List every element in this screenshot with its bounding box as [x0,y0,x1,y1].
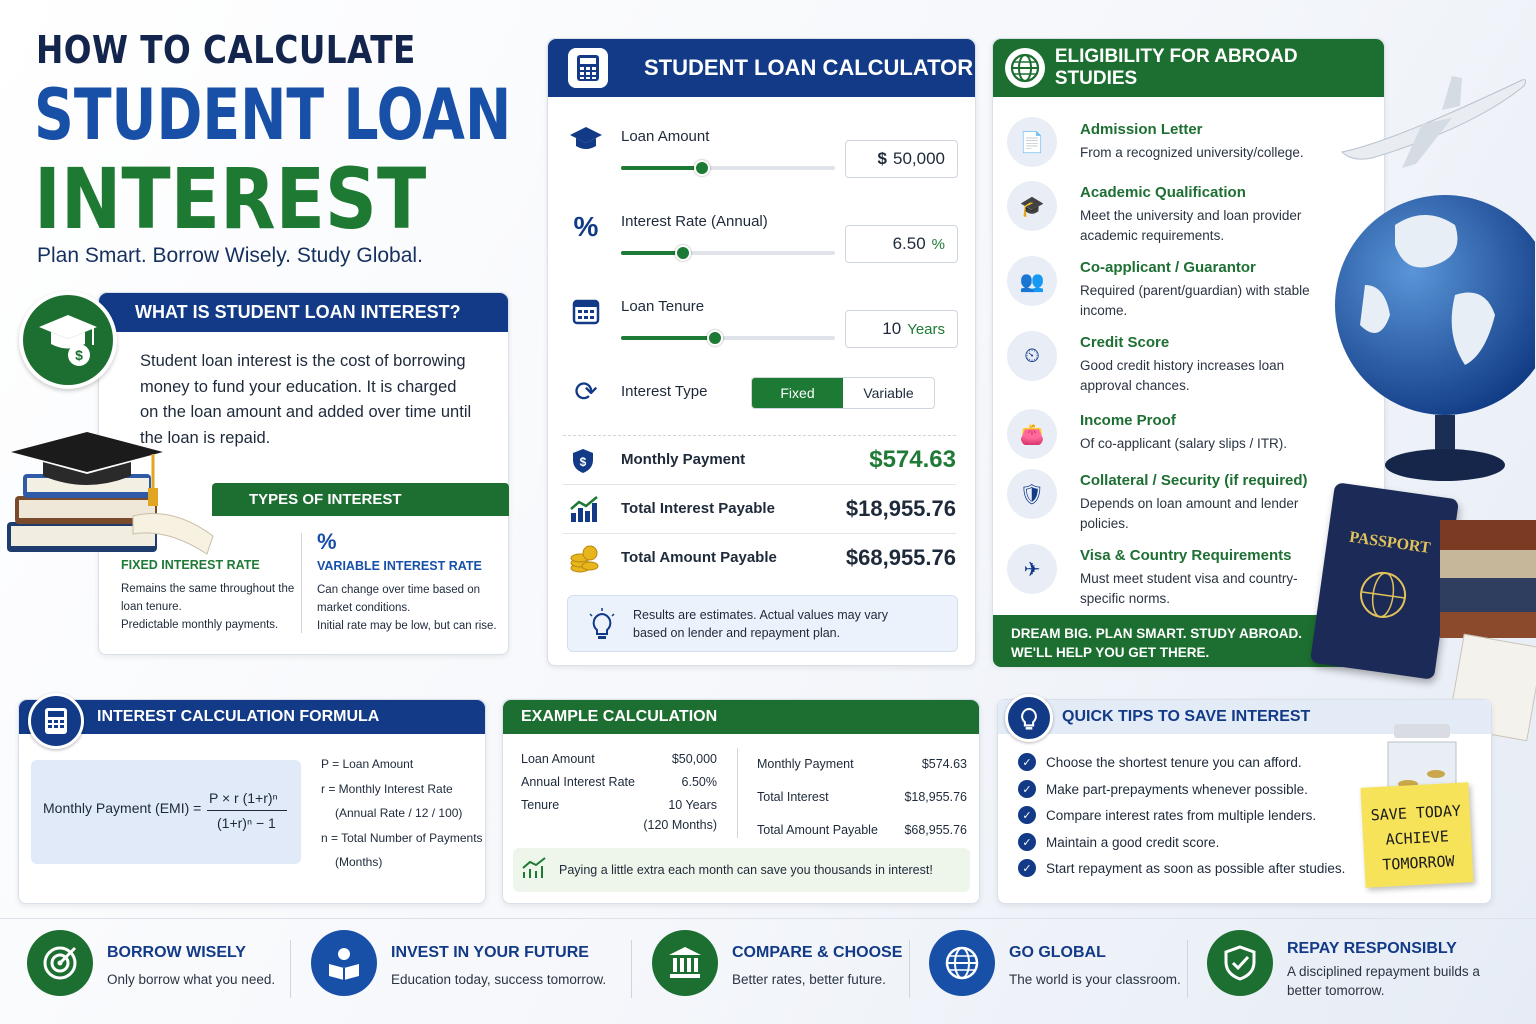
calendar-icon [564,297,608,331]
refresh-icon: ⟳ [574,376,598,407]
interest-type-toggle [751,377,935,409]
check-icon: ✓ [1018,780,1036,798]
hero-line-1: HOW TO CALCULATE [36,28,416,72]
elig-title: Academic Qualification [1080,184,1246,201]
legend-r-note: (Annual Rate / 12 / 100) [335,806,463,820]
loan-tenure-slider[interactable] [621,336,835,340]
calculator-header [548,39,975,97]
total-interest-value: $18,955.76 [845,495,956,521]
elig-title: Admission Letter [1080,121,1203,138]
passport-illustration [1310,482,1459,680]
speedometer-icon: ⏲ [1007,331,1057,381]
elig-desc: Of co-applicant (salary slips / ITR). [1080,436,1288,451]
formula-card [18,699,486,904]
tip-item: ✓ Maintain a good credit score. [1018,833,1219,851]
formula-numerator: P × r (1+r)ⁿ [209,790,278,806]
what-is-header [99,293,508,332]
interest-rate-input[interactable] [845,225,958,263]
interest-rate-unit: % [931,235,945,253]
example-title: EXAMPLE CALCULATION [521,708,718,725]
eligibility-header [993,39,1384,97]
fixed-line1: Remains the same throughout the loan tenure. [121,583,295,613]
variable-option-label: Variable [863,385,914,401]
elig-title: Income Proof [1080,412,1176,429]
footer-desc: Better rates, better future. [732,972,886,987]
variable-line1: Can change over time based on market conditions. [317,584,481,614]
sticky-line1: SAVE TODAY [1370,801,1462,825]
estimate-note-text: Results are estimates. Actual values may vary based on lender and repayment plan. [633,608,888,640]
variable-title: VARIABLE INTEREST RATE [317,559,482,573]
bank-icon [652,930,718,996]
example-row: Tenure 10 Years [521,798,717,812]
elig-desc: Depends on loan amount and lender policies. [1080,496,1299,531]
growth-icon [521,856,549,885]
document-icon: 📄 [1007,117,1057,167]
interest-rate-label: Interest Rate (Annual) [621,213,768,230]
footer-separator [1187,940,1188,998]
formula-box [31,760,301,864]
currency-symbol: $ [877,149,887,168]
total-amount-label: Total Amount Payable [621,549,777,566]
check-icon: ✓ [1018,833,1036,851]
formula-calculator-icon [28,693,84,749]
elig-desc: Must meet student visa and country-specific norms. [1080,571,1298,606]
growth-chart-icon [569,495,599,528]
example-right-table [757,748,967,847]
what-is-title: WHAT IS STUDENT LOAN INTEREST? [135,302,461,322]
footer-desc: Education today, success tomorrow. [391,972,607,987]
wallet-icon: 👛 [1007,409,1057,459]
monthly-payment-row [563,435,956,483]
loan-tenure-input[interactable] [845,310,958,348]
hero-line-2: STUDENT LOAN [34,74,512,156]
books-grad-cap-illustration [3,430,223,570]
variable-rate-col [317,529,502,635]
globe-icon [929,930,995,996]
total-amount-row [563,533,956,581]
target-icon [27,930,93,996]
example-row: Total Interest $18,955.76 [757,790,967,804]
example-note [513,848,970,892]
variable-option[interactable] [843,378,934,408]
sticky-line2: ACHIEVE [1385,827,1450,849]
legend-n: n = Total Number of Payments [321,830,483,845]
fixed-title: FIXED INTEREST RATE [121,558,260,572]
footer-separator [909,940,910,998]
percent-icon: % [573,211,599,242]
banner-line1: DREAM BIG. PLAN SMART. STUDY ABROAD. [1011,626,1303,641]
elig-title: Co-applicant / Guarantor [1080,259,1256,276]
legend-n-note: (Months) [335,855,383,869]
elig-desc: Meet the university and loan provider academic requirements. [1080,208,1302,243]
formula-title: INTEREST CALCULATION FORMULA [97,708,380,725]
footer-divider [0,918,1536,919]
estimate-note [567,595,958,652]
footer-repay [1207,930,1507,1010]
people-icon: 👥 [1007,256,1057,306]
footer-separator [290,940,291,998]
passport-title: PASSPORT [1348,528,1432,557]
fixed-line2: Predictable monthly payments. [121,619,279,631]
formula-lhs: Monthly Payment (EMI) = [43,800,202,816]
coins-icon [569,544,599,579]
footer-desc: A disciplined repayment builds a better tomorrow. [1287,964,1480,998]
example-row: Total Amount Payable $68,955.76 [757,823,967,837]
tip-item: ✓ Choose the shortest tenure you can afford. [1018,753,1302,771]
elig-title: Credit Score [1080,334,1170,351]
shield-rupee-icon: 🛡 [1007,469,1057,519]
example-divider [737,748,738,838]
monthly-payment-label: Monthly Payment [621,451,746,468]
globe-icon [1005,48,1045,88]
example-row: Loan Amount $50,000 [521,752,717,766]
footer-desc: The world is your classroom. [1009,972,1181,987]
what-is-text: Student loan interest is the cost of borrowing money to fund your education. It is charged on the loan amount and added over time until the loan is repaid. [140,352,472,447]
types-of-interest-header [212,483,509,516]
formula-denominator: (1+r)ⁿ − 1 [217,815,276,831]
example-header [503,700,979,734]
formula-legend [321,752,483,875]
total-amount-value: $68,955.76 [845,544,956,570]
globe-illustration [1335,165,1535,505]
footer-compare [652,930,912,1010]
example-row: Annual Interest Rate 6.50% [521,775,717,789]
svg-text:$: $ [75,347,83,363]
calculator-title: STUDENT LOAN CALCULATOR [644,55,974,80]
banner-line2: WE'LL HELP YOU GET THERE. [1011,645,1210,660]
total-interest-row [563,484,956,532]
interest-rate-value: 6.50 [892,234,926,253]
legend-p: P = Loan Amount [321,757,414,771]
tip-item: ✓ Make part-prepayments whenever possible. [1018,780,1308,798]
tip-item: ✓ Compare interest rates from multiple lenders. [1018,806,1316,824]
types-title: TYPES OF INTEREST [249,491,402,508]
types-divider [301,533,302,633]
loan-amount-label: Loan Amount [621,128,710,145]
loan-amount-slider[interactable] [621,166,835,170]
example-note-text: Paying a little extra each month can save you thousands in interest! [559,863,933,877]
tips-lightbulb-icon [1005,694,1053,742]
footer-title: GO GLOBAL [1009,944,1106,961]
footer-borrow-wisely [27,930,287,1010]
shield-dollar-icon [571,448,595,474]
airplane-icon: ✈ [1007,544,1057,594]
footer-go-global [929,930,1189,1010]
sticky-line3: TOMORROW [1381,852,1456,874]
airplane-illustration [1332,72,1532,177]
check-icon: ✓ [1018,753,1036,771]
hero-tagline: Plan Smart. Borrow Wisely. Study Global. [37,244,423,267]
loan-amount-input[interactable] [845,140,958,178]
footer-title: BORROW WISELY [107,944,246,961]
elig-title: Visa & Country Requirements [1080,547,1292,564]
variable-line2: Initial rate may be low, but can rise. [317,620,497,632]
grad-cap-icon [564,125,608,161]
example-row: Monthly Payment $574.63 [757,757,967,771]
total-interest-label: Total Interest Payable [621,500,775,517]
sticky-note [1360,782,1473,888]
check-icon: ✓ [1018,859,1036,877]
tips-title: QUICK TIPS TO SAVE INTEREST [1062,708,1311,725]
example-left-table [521,748,717,837]
loan-amount-value: 50,000 [893,149,945,168]
calculator-icon [568,48,608,88]
interest-rate-slider[interactable] [621,251,835,255]
legend-r: r = Monthly Interest Rate [321,781,453,796]
footer-title: REPAY RESPONSIBLY [1287,940,1457,957]
example-row: (120 Months) [643,818,717,832]
eligibility-title: ELIGIBILITY FOR ABROAD STUDIES [1054,46,1298,89]
fixed-option[interactable] [752,378,843,408]
reader-icon [311,930,377,996]
footer-title: COMPARE & CHOOSE [732,944,903,961]
hero-line-3: INTEREST [34,150,427,248]
check-icon: ✓ [1018,806,1036,824]
tip-item: ✓ Start repayment as soon as possible after studies. [1018,859,1345,877]
footer-separator [631,940,632,998]
svg-text:$: $ [579,455,587,469]
fixed-option-label: Fixed [780,385,815,401]
tenure-value: 10 [882,319,902,338]
tenure-unit: Years [907,320,945,338]
footer-desc: Only borrow what you need. [107,972,276,987]
elig-desc: Good credit history increases loan approval chances. [1080,358,1285,393]
formula-fraction-bar [207,810,287,811]
footer-invest [311,930,621,1010]
shield-check-icon [1207,930,1273,996]
elig-desc: Required (parent/guardian) with stable income. [1080,283,1310,318]
elig-title: Collateral / Security (if required) [1080,472,1308,489]
elig-desc: From a recognized university/college. [1080,145,1304,160]
percent-icon: % [317,529,337,554]
footer-title: INVEST IN YOUR FUTURE [391,944,589,961]
calculator-card [547,38,976,666]
interest-type-label: Interest Type [621,383,708,400]
lightbulb-icon [588,608,616,647]
formula-header [19,700,485,734]
grad-cap-dollar-icon [19,291,117,389]
example-card [502,699,980,904]
monthly-payment-value: $574.63 [869,445,956,473]
grad-cap-icon: 🎓 [1007,181,1057,231]
loan-tenure-label: Loan Tenure [621,298,705,315]
